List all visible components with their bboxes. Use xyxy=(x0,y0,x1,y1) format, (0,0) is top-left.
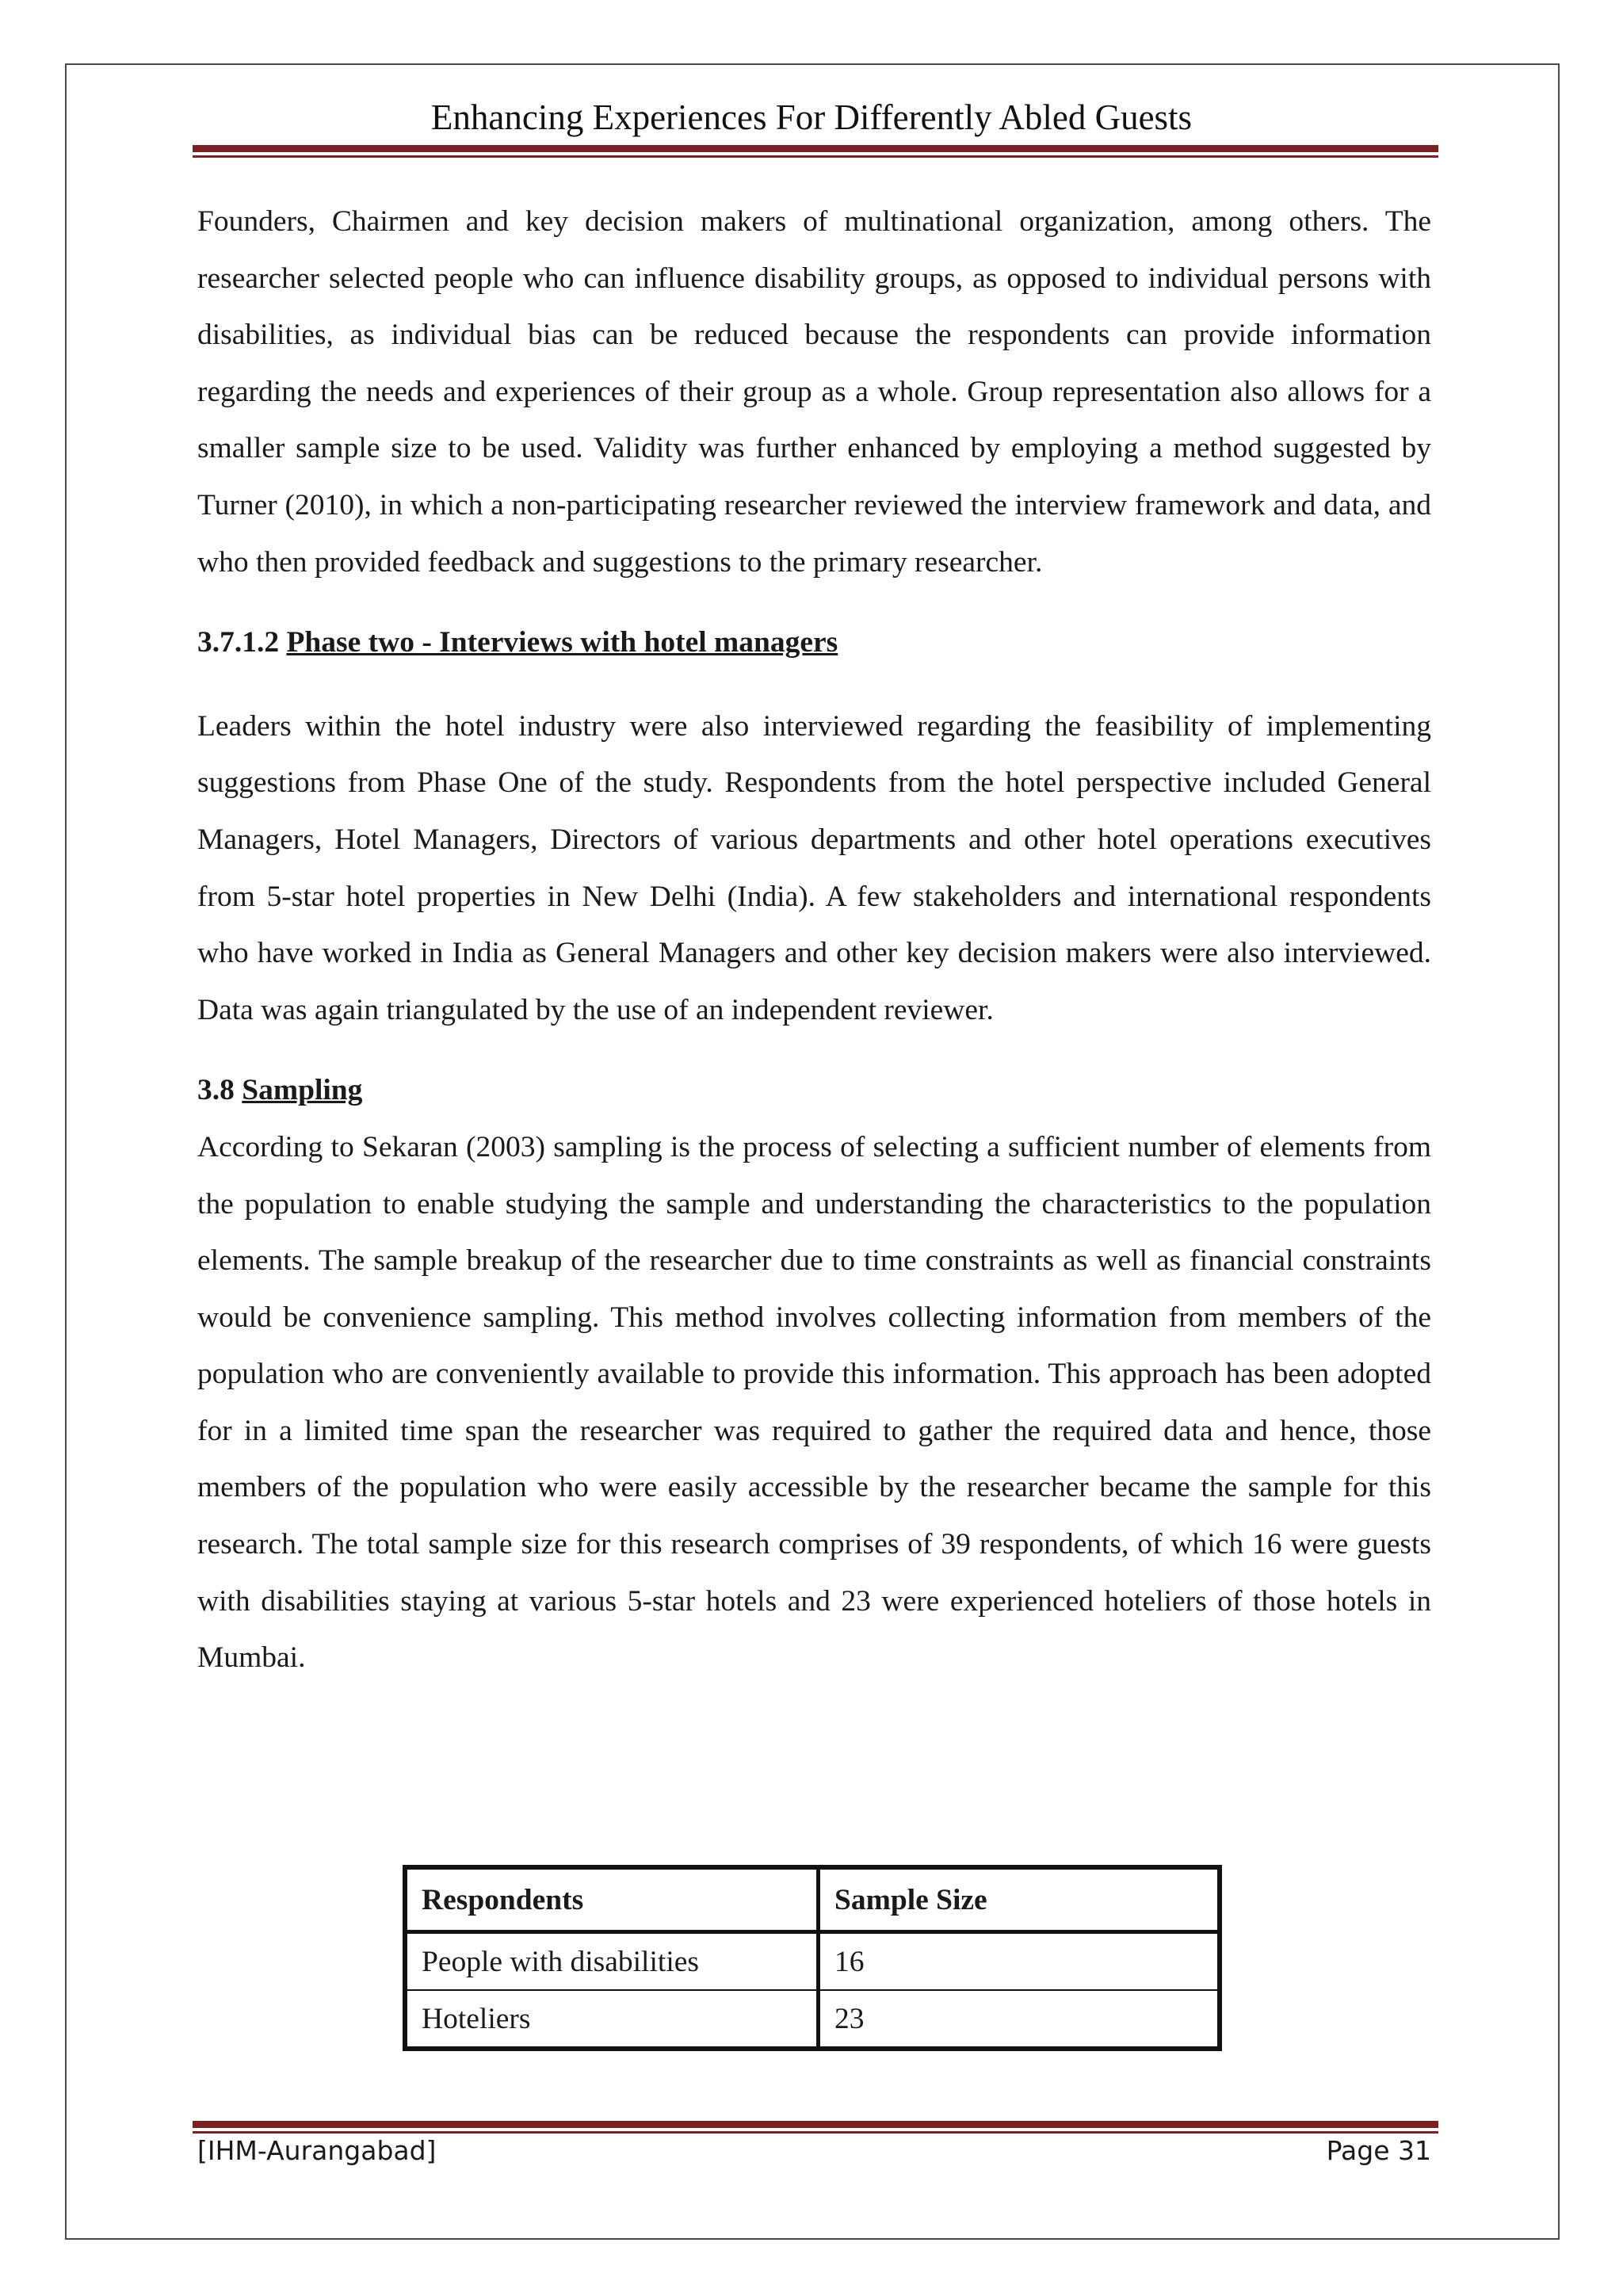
running-header-title: Enhancing Experiences For Differently Abled Guests xyxy=(430,97,1193,137)
heading-number: 3.7.1.2 xyxy=(197,626,280,659)
sample-size-table xyxy=(403,1865,1222,2051)
paragraph-2: Leaders within the hotel industry were also interviewed regarding the feasibility of implementing suggestions from Phase One of the study. Respondents from the hotel perspective included General Managers, Hotel Managers, Directors of various departments and other hotel operations executives from 5-star hotel properties in New Delhi (India). A few stakeholders and international respondents who have worked in India as General Managers and other key decision makers were also interviewed. Data was again triangulated by the use of an independent reviewer. xyxy=(197,709,1431,1026)
table-header-cell: Respondents xyxy=(405,1867,819,1932)
page-number: Page 31 xyxy=(1326,2135,1431,2166)
table-cell: Hoteliers xyxy=(405,1990,819,2049)
table-header-cell: Sample Size xyxy=(819,1867,1220,1932)
table-cell: 23 xyxy=(819,1990,1220,2049)
footer-institution: [IHM-Aurangabad] xyxy=(197,2135,437,2166)
heading-title: Sampling xyxy=(242,1074,363,1107)
paragraph-1: Founders, Chairmen and key decision makers of multinational organization, among others. The researcher selected people who can influence disability groups, as opposed to individual persons with disabilities, as individual bias can be reduced because the respondents can provide information regarding the needs and experiences of their group as a whole. Group representation also allows for a smaller sample size to be used. Validity was further enhanced by employing a method suggested by Turner (2010), in which a non-participating researcher reviewed the interview framework and data, and who then provided feedback and suggestions to the primary researcher. xyxy=(197,205,1431,579)
table-row xyxy=(405,1990,1220,2049)
table-cell: People with disabilities xyxy=(405,1932,819,1991)
page-footer xyxy=(197,2131,1431,2171)
section-heading-sampling xyxy=(197,1062,1431,1119)
heading-number: 3.8 xyxy=(197,1074,235,1107)
body-text xyxy=(197,193,1431,1687)
section-heading-phase-two xyxy=(197,614,1431,671)
heading-title: Phase two - Interviews with hotel managers xyxy=(286,626,838,659)
table-cell: 16 xyxy=(819,1932,1220,1991)
table-row xyxy=(405,1932,1220,1991)
table-header-row xyxy=(405,1867,1220,1932)
header-rule xyxy=(193,145,1438,158)
paragraph-3: According to Sekaran (2003) sampling is the process of selecting a sufficient number of elements from the population to enable studying the sample and understanding the characteristics to the population elements. The sample breakup of the researcher due to time constraints as well as financial constraints would be convenience sampling. This method involves collecting information from members of the population who are conveniently available to provide this information. This approach has been adopted for in a limited time span the researcher was required to gather the required data and hence, those members of the population who were easily accessible by the researcher became the sample for this research. The total sample size for this research comprises of 39 respondents, of which 16 were guests with disabilities staying at various 5-star hotels and 23 were experienced hoteliers of those hotels in Mumbai. xyxy=(197,1130,1431,1675)
